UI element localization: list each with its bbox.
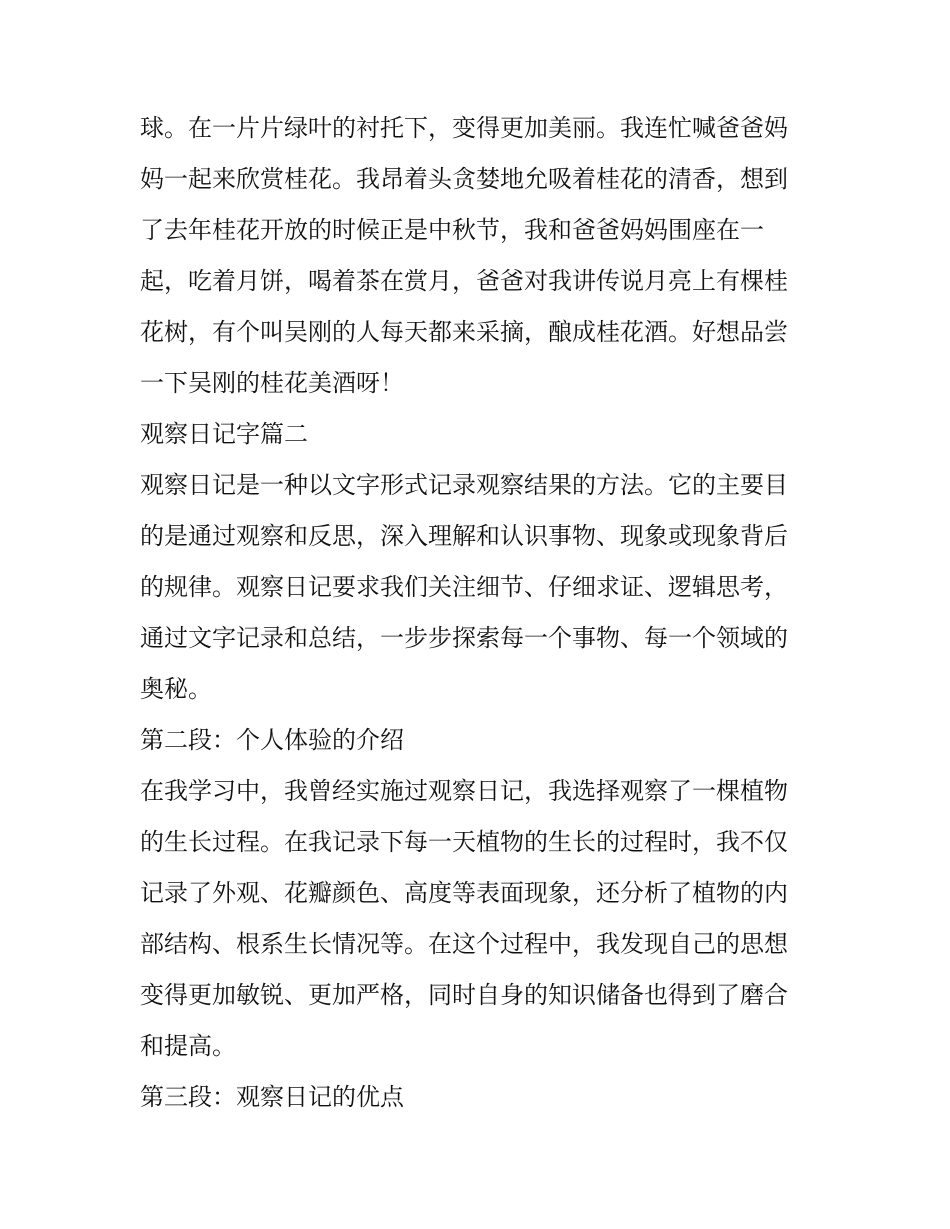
paragraph-line: 的是通过观察和反思，深入理解和认识事物、现象或现象背后 <box>140 522 788 550</box>
paragraph-line: 的生长过程。在我记录下每一天植物的生长的过程时，我不仅 <box>140 828 788 856</box>
paragraph-line: 记录了外观、花瓣颜色、高度等表面现象，还分析了植物的内 <box>140 879 788 907</box>
paragraph-line: 花树，有个叫吴刚的人每天都来采摘，酿成桂花酒。好想品尝 <box>140 318 788 346</box>
section-heading: 第二段：个人体验的介绍 <box>140 726 404 754</box>
paragraph-line: 变得更加敏锐、更加严格，同时自身的知识储备也得到了磨合 <box>140 981 788 1009</box>
paragraph-line: 的规律。观察日记要求我们关注细节、仔细求证、逻辑思考， <box>140 573 788 601</box>
section-heading: 观察日记字篇二 <box>140 420 308 448</box>
paragraph-line: 观察日记是一种以文字形式记录观察结果的方法。它的主要目 <box>140 471 788 499</box>
paragraph-line: 起，吃着月饼，喝着茶在赏月，爸爸对我讲传说月亮上有棵桂 <box>140 267 788 295</box>
paragraph-line: 和提高。 <box>140 1032 236 1060</box>
paragraph-line: 在我学习中，我曾经实施过观察日记，我选择观察了一棵植物 <box>140 777 788 805</box>
section-heading: 第三段：观察日记的优点 <box>140 1083 404 1111</box>
paragraph-line: 了去年桂花开放的时候正是中秋节，我和爸爸妈妈围座在一 <box>140 216 764 244</box>
paragraph-line: 一下吴刚的桂花美酒呀！ <box>140 369 404 397</box>
paragraph-line: 通过文字记录和总结，一步步探索每一个事物、每一个领域的 <box>140 624 788 652</box>
paragraph-line: 部结构、根系生长情况等。在这个过程中，我发现自己的思想 <box>140 930 788 958</box>
paragraph-line: 球。在一片片绿叶的衬托下，变得更加美丽。我连忙喊爸爸妈 <box>140 114 788 142</box>
paragraph-line: 奥秘。 <box>140 675 212 703</box>
paragraph-line: 妈一起来欣赏桂花。我昂着头贪婪地允吸着桂花的清香，想到 <box>140 165 788 193</box>
